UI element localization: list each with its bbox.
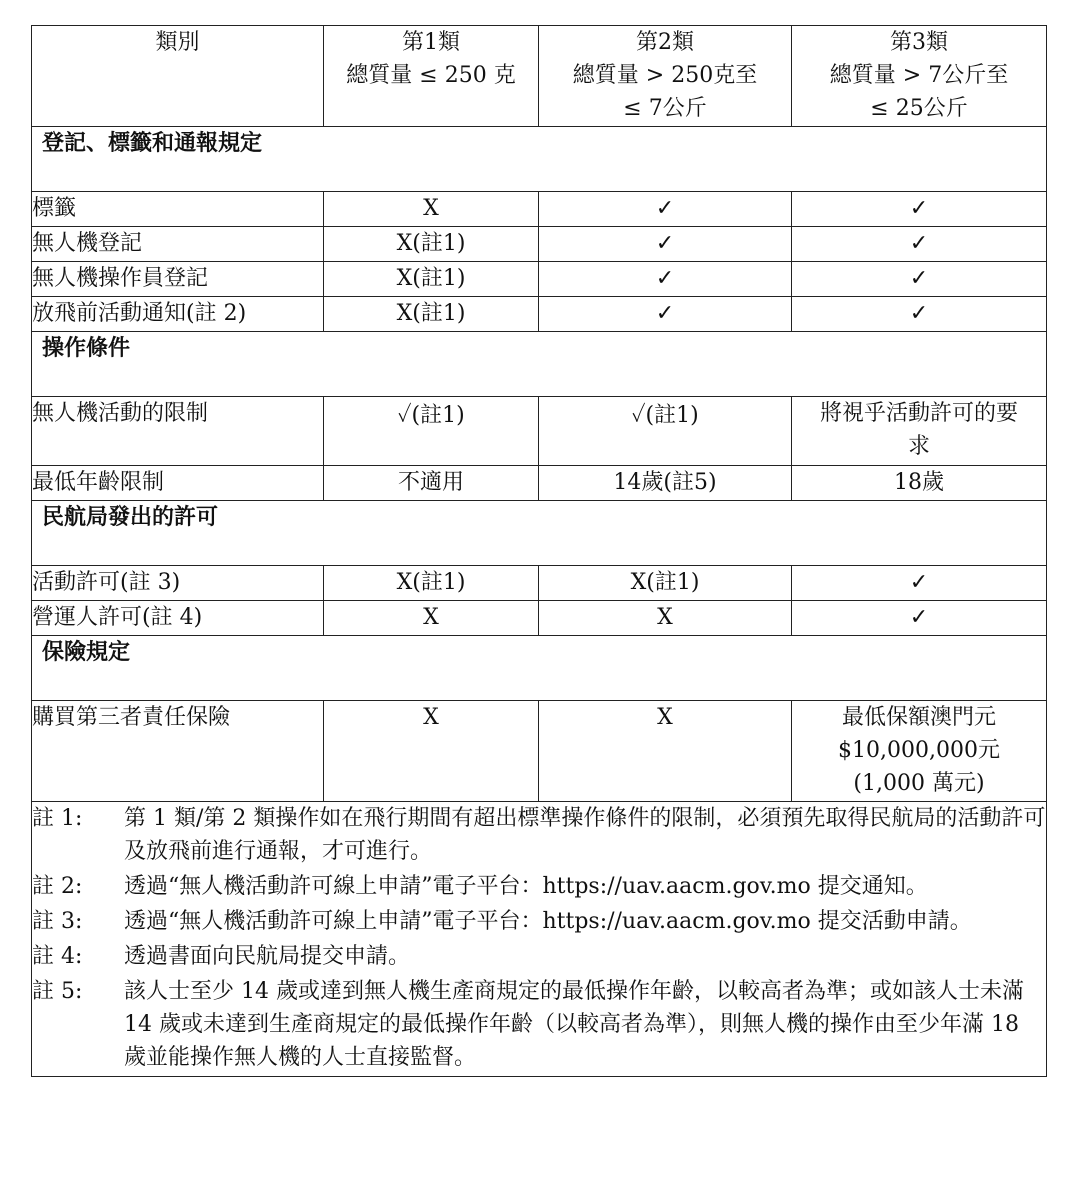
- table-row: [32, 466, 1047, 501]
- cell-class-1: X(註1): [324, 227, 539, 262]
- header-category: 類別: [32, 26, 324, 127]
- cell-class-3: ✓: [792, 566, 1047, 601]
- header-class-3: 第3類 總質量 > 7公斤至 ≤ 25公斤: [792, 26, 1047, 127]
- cell-class-3: ✓: [792, 262, 1047, 297]
- header-class-2: 第2類 總質量 > 250克至 ≤ 7公斤: [539, 26, 792, 127]
- cell-class-1: ✓(註1): [324, 397, 539, 466]
- regulation-document: [31, 25, 1046, 1077]
- note-key: 註 2:: [32, 874, 83, 899]
- cell-class-3: ✓: [792, 192, 1047, 227]
- cell-class-3: ✓: [792, 601, 1047, 636]
- section-row: [32, 332, 1047, 397]
- note-key: 註 3:: [32, 909, 83, 934]
- cell-class-1: 不適用: [324, 466, 539, 501]
- row-label: 標籤: [32, 192, 324, 227]
- note-item: [32, 870, 1046, 903]
- cell-class-2: ✓: [539, 262, 792, 297]
- note-text: 第 1 類/第 2 類操作如在飛行期間有超出標準操作條件的限制，必須預先取得民航局的活動許可及放飛前進行通報，才可進行。: [124, 806, 1046, 864]
- note-text: 透過書面向民航局提交申請。: [124, 944, 411, 969]
- cell-class-1: X(註1): [324, 262, 539, 297]
- section-title: 保險規定: [32, 636, 1047, 701]
- cell-class-3: ✓: [792, 297, 1047, 332]
- cell-class-2: ✓: [539, 192, 792, 227]
- table-row: [32, 297, 1047, 332]
- section-row: [32, 636, 1047, 701]
- section-title: 操作條件: [32, 332, 1047, 397]
- row-label: 最低年齡限制: [32, 466, 324, 501]
- cell-class-1: X: [324, 701, 539, 802]
- table-row: [32, 601, 1047, 636]
- note-item: [32, 940, 1046, 973]
- table-row: [32, 566, 1047, 601]
- cell-class-3: ✓: [792, 227, 1047, 262]
- table-row: [32, 262, 1047, 297]
- cell-class-2: 14歲(註5): [539, 466, 792, 501]
- cell-class-2: ✓: [539, 297, 792, 332]
- cell-class-3: 最低保額澳門元 $10,000,000元 (1,000 萬元): [792, 701, 1047, 802]
- row-label: 放飛前活動通知(註 2): [32, 297, 324, 332]
- note-item: [32, 975, 1046, 1074]
- note-item: [32, 905, 1046, 938]
- notes-block: [32, 802, 1047, 1077]
- row-label: 無人機操作員登記: [32, 262, 324, 297]
- table-row: [32, 227, 1047, 262]
- cell-class-3: 18歲: [792, 466, 1047, 501]
- drone-category-table: [31, 25, 1047, 1077]
- row-label: 活動許可(註 3): [32, 566, 324, 601]
- cell-class-2: ✓(註1): [539, 397, 792, 466]
- cell-class-1: X(註1): [324, 297, 539, 332]
- note-key: 註 1:: [32, 806, 83, 831]
- table-row: [32, 701, 1047, 802]
- row-label: 營運人許可(註 4): [32, 601, 324, 636]
- row-label: 無人機活動的限制: [32, 397, 324, 466]
- section-row: [32, 501, 1047, 566]
- note-text: 該人士至少 14 歲或達到無人機生產商規定的最低操作年齡，以較高者為準；或如該人士未滿 14 歲或未達到生產商規定的最低操作年齡（以較高者為準），則無人機的操作由至少年滿 18 歲並能操作無人機的人士直接監督。: [124, 979, 1024, 1070]
- cell-class-2: ✓: [539, 227, 792, 262]
- cell-class-1: X(註1): [324, 566, 539, 601]
- section-title: 民航局發出的許可: [32, 501, 1047, 566]
- notes-row: [32, 802, 1047, 1077]
- note-text: 透過“無人機活動許可線上申請”電子平台：https://uav.aacm.gov.mo 提交通知。: [124, 874, 928, 899]
- cell-class-1: X: [324, 601, 539, 636]
- cell-class-3: 將視乎活動許可的要求: [792, 397, 1047, 466]
- note-item: [32, 802, 1046, 868]
- header-class-1: 第1類 總質量 ≤ 250 克: [324, 26, 539, 127]
- section-title: 登記、標籤和通報規定: [32, 127, 1047, 192]
- table-row: [32, 192, 1047, 227]
- row-label: 購買第三者責任保險: [32, 701, 324, 802]
- cell-class-1: X: [324, 192, 539, 227]
- section-row: [32, 127, 1047, 192]
- note-text: 透過“無人機活動許可線上申請”電子平台：https://uav.aacm.gov.mo 提交活動申請。: [124, 909, 972, 934]
- cell-class-2: X(註1): [539, 566, 792, 601]
- cell-class-2: X: [539, 701, 792, 802]
- cell-class-2: X: [539, 601, 792, 636]
- row-label: 無人機登記: [32, 227, 324, 262]
- table-row: [32, 397, 1047, 466]
- note-key: 註 5:: [32, 979, 83, 1004]
- note-key: 註 4:: [32, 944, 83, 969]
- table-header-row: [32, 26, 1047, 127]
